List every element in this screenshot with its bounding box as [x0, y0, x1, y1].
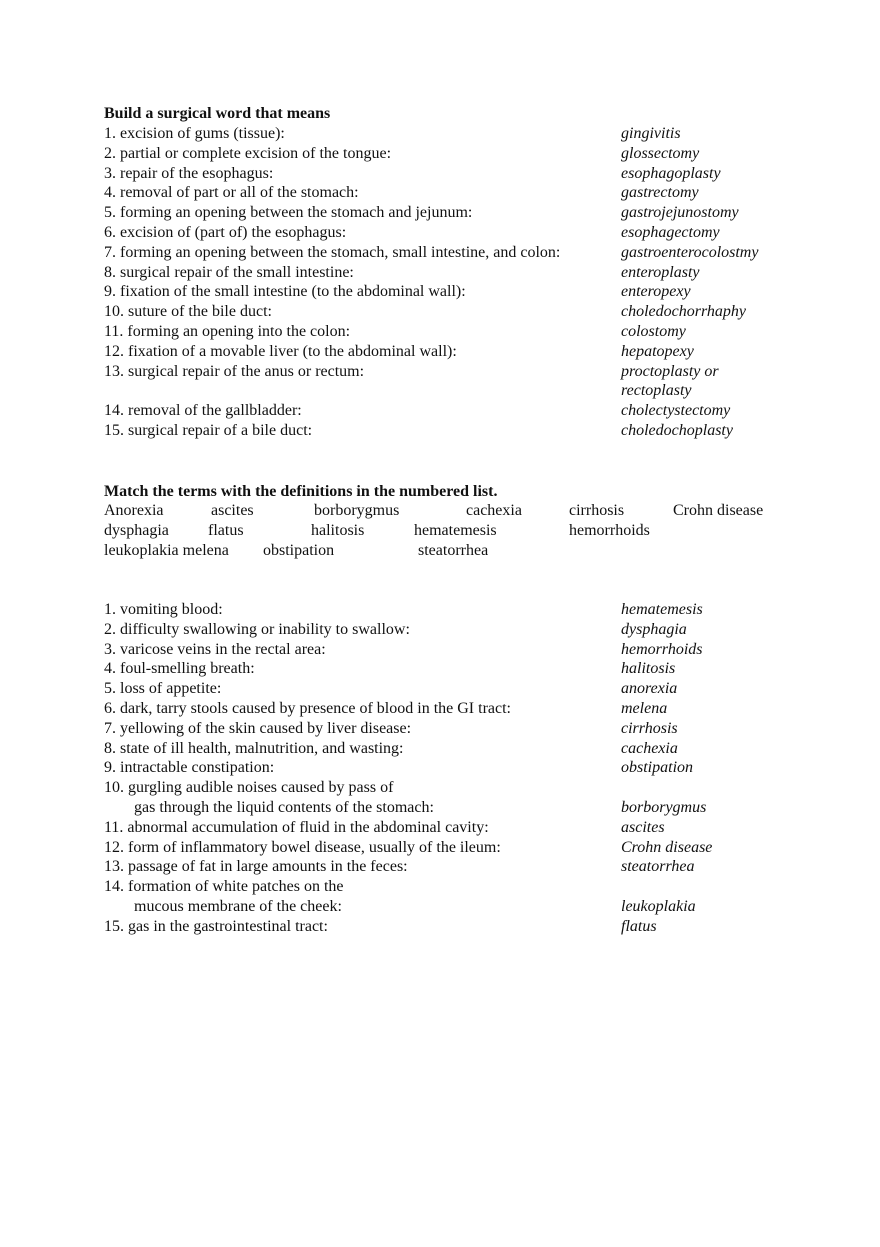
list-item [104, 124, 804, 144]
term: obstipation [263, 541, 335, 559]
answer-text: hepatopexy [621, 342, 694, 360]
list-item [104, 679, 804, 699]
term: ascites [211, 502, 254, 519]
definition-text: 7. yellowing of the skin caused by liver disease: [104, 719, 412, 737]
list-item [104, 798, 804, 818]
list-item [104, 421, 804, 441]
list-item [104, 203, 804, 223]
term: hematemesis [414, 521, 497, 539]
definition-text: 2. difficulty swallowing or inability to swallow: [104, 620, 410, 638]
answer-text: esophagectomy [621, 223, 720, 241]
answer-text: cirrhosis [621, 719, 678, 737]
answer-text: enteroplasty [621, 263, 700, 281]
list-item [104, 699, 804, 719]
section1-list [104, 124, 804, 441]
question-text: 12. fixation of a movable liver (to the abdominal wall): [104, 342, 457, 360]
question-text: 1. excision of gums (tissue): [104, 125, 285, 142]
term: Crohn disease [673, 502, 764, 519]
list-item [104, 897, 804, 917]
list-item [104, 243, 804, 263]
list-item [104, 758, 804, 778]
term: cirrhosis [569, 502, 625, 519]
definition-text: 11. abnormal accumulation of fluid in the abdominal cavity: [104, 818, 489, 836]
list-item [104, 183, 804, 203]
question-text: 14. removal of the gallbladder: [104, 402, 302, 420]
answer-text: anorexia [621, 680, 678, 698]
definition-text: 9. intractable constipation: [104, 759, 275, 777]
list-item [104, 164, 804, 184]
question-text: 10. suture of the bile duct: [104, 303, 272, 321]
list-item [104, 659, 804, 679]
list-item [104, 600, 804, 620]
answer-text: flatus [621, 917, 657, 935]
question-text: 6. excision of (part of) the esophagus: [104, 223, 347, 241]
definition-text: 14. formation of white patches on the [104, 878, 344, 896]
list-item [104, 223, 804, 243]
answer-text: dysphagia [621, 620, 687, 638]
answer-text: melena [621, 699, 668, 717]
list-item [104, 778, 804, 798]
term-bank-line [104, 541, 784, 561]
question-text: 5. forming an opening between the stomach and jejunum: [104, 204, 473, 222]
answer-text: borborygmus [621, 798, 707, 816]
list-item [104, 401, 804, 421]
list-item [104, 857, 804, 877]
answer-text: enteropexy [621, 283, 691, 301]
term-bank-line [104, 501, 784, 521]
list-item [104, 263, 804, 283]
definition-text: 12. form of inflammatory bowel disease, usually of the ileum: [104, 838, 501, 856]
answer-text: steatorrhea [621, 858, 695, 876]
definition-text: 5. loss of appetite: [104, 680, 222, 698]
question-text: 15. surgical repair of a bile duct: [104, 421, 313, 439]
definition-text: 8. state of ill health, malnutrition, and wasting: [104, 739, 404, 757]
term: borborygmus [314, 502, 400, 519]
list-item [104, 719, 804, 739]
list-item [104, 818, 804, 838]
term: Anorexia [104, 502, 164, 519]
question-text: 13. surgical repair of the anus or rectum: [104, 362, 365, 380]
term: flatus [208, 521, 244, 539]
answer-text: proctoplasty or [621, 362, 719, 380]
answer-text: cachexia [621, 739, 678, 757]
list-item [104, 838, 804, 858]
question-text: 9. fixation of the small intestine (to the abdominal wall): [104, 283, 466, 301]
definition-text: 3. varicose veins in the rectal area: [104, 640, 326, 658]
term-bank [104, 501, 784, 560]
answer-text: hemorrhoids [621, 640, 703, 658]
definition-text: mucous membrane of the cheek: [134, 897, 342, 915]
question-text: 7. forming an opening between the stomach, small intestine, and colon: [104, 243, 561, 261]
term: hemorrhoids [569, 521, 650, 539]
answer-text: gastrectomy [621, 184, 699, 202]
definition-text: 13. passage of fat in large amounts in the feces: [104, 858, 408, 876]
answer-text: rectoplasty [621, 382, 692, 400]
list-item [104, 917, 804, 937]
list-item [104, 620, 804, 640]
definition-text: gas through the liquid contents of the stomach: [134, 798, 434, 816]
list-item [104, 342, 804, 362]
answer-text: ascites [621, 818, 665, 836]
definition-text: 4. foul-smelling breath: [104, 660, 255, 678]
list-item [104, 144, 804, 164]
list-item [104, 640, 804, 660]
answer-text: hematemesis [621, 601, 703, 618]
list-item [104, 739, 804, 759]
list-item [104, 302, 804, 322]
definition-text: 1. vomiting blood: [104, 601, 223, 618]
section2-list [104, 600, 804, 937]
list-item [104, 282, 804, 302]
list-item [104, 877, 804, 897]
question-text: 3. repair of the esophagus: [104, 164, 274, 182]
answer-text: Crohn disease [621, 838, 713, 856]
answer-text: gastroenterocolostmy [621, 243, 759, 261]
question-text: 4. removal of part or all of the stomach: [104, 184, 359, 202]
answer-text: choledochorrhaphy [621, 303, 747, 321]
term: steatorrhea [418, 541, 489, 559]
section2-heading: Match the terms with the definitions in the numbered list. [104, 483, 498, 500]
answer-text: cholectystectomy [621, 402, 731, 420]
answer-text: esophagoplasty [621, 164, 721, 182]
answer-text: gastrojejunostomy [621, 204, 739, 222]
answer-text: obstipation [621, 759, 694, 777]
term: dysphagia [104, 521, 169, 539]
question-text: 2. partial or complete excision of the tongue: [104, 144, 392, 162]
list-item [104, 322, 804, 342]
answer-text: gingivitis [621, 125, 681, 142]
definition-text: 6. dark, tarry stools caused by presence of blood in the GI tract: [104, 699, 511, 717]
term: halitosis [311, 521, 365, 539]
answer-text: colostomy [621, 322, 686, 340]
list-item [104, 362, 804, 382]
term-bank-line [104, 521, 784, 541]
answer-text: choledochoplasty [621, 421, 733, 439]
question-text: 11. forming an opening into the colon: [104, 322, 351, 340]
question-text: 8. surgical repair of the small intestine: [104, 263, 354, 281]
list-item [104, 381, 804, 401]
section1-heading: Build a surgical word that means [104, 105, 331, 122]
term: cachexia [466, 502, 522, 519]
answer-text: leukoplakia [621, 897, 696, 915]
definition-text: 15. gas in the gastrointestinal tract: [104, 917, 328, 935]
answer-text: halitosis [621, 660, 676, 678]
answer-text: glossectomy [621, 144, 700, 162]
term: leukoplakia melena [104, 541, 229, 559]
definition-text: 10. gurgling audible noises caused by pass of [104, 779, 394, 797]
